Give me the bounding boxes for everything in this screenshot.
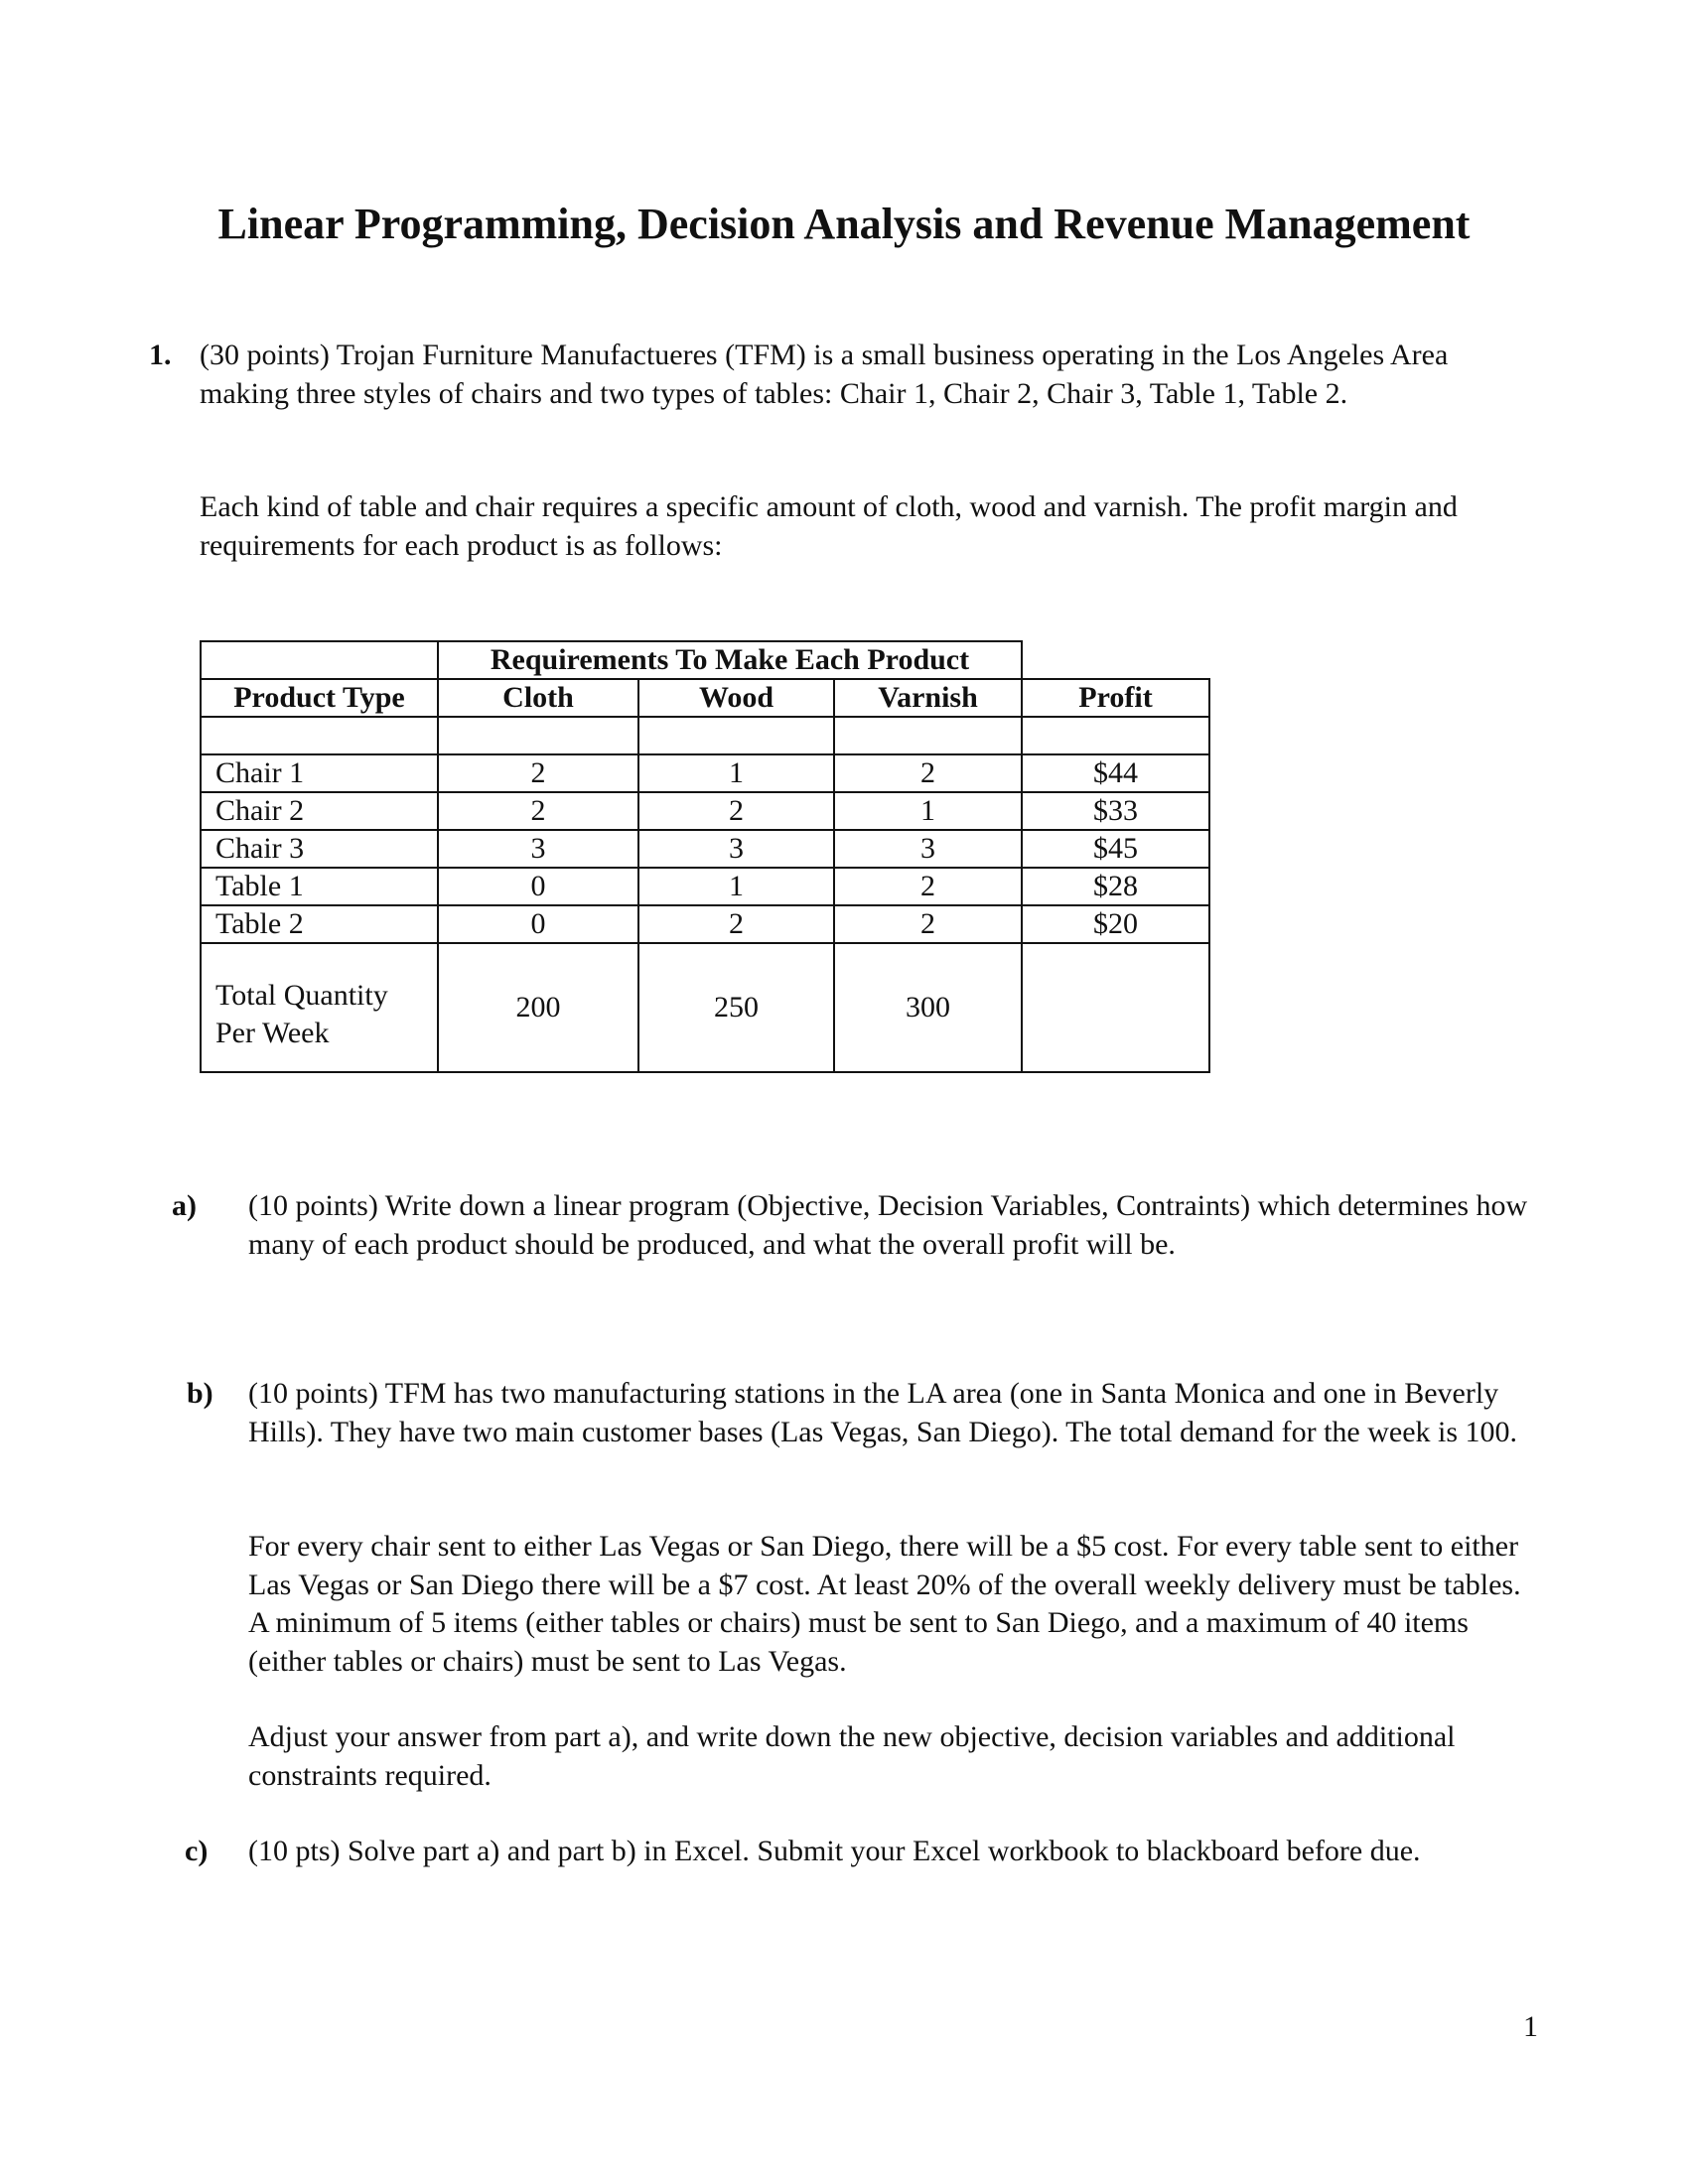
question-paragraph: Each kind of table and chair requires a specific amount of cloth, wood and varnish. The profit margin and requirements for each product is as follows:	[200, 490, 1458, 562]
header-product-type: Product Type	[201, 679, 438, 717]
profit-value: $20	[1022, 905, 1209, 943]
wood-value: 1	[638, 754, 834, 792]
varnish-value: 3	[834, 830, 1022, 868]
header-cloth: Cloth	[438, 679, 638, 717]
wood-value: 1	[638, 868, 834, 905]
empty-row	[201, 717, 1209, 754]
wood-value: 2	[638, 792, 834, 830]
cloth-value: 2	[438, 754, 638, 792]
product-name: Table 1	[201, 868, 438, 905]
group-header: Requirements To Make Each Product	[438, 641, 1022, 679]
table-row	[201, 754, 1209, 792]
total-label-line1: Total Quantity	[215, 979, 388, 1012]
varnish-value: 1	[834, 792, 1022, 830]
part-a-label: a)	[172, 1189, 197, 1222]
profit-value: $28	[1022, 868, 1209, 905]
header-profit: Profit	[1022, 679, 1209, 717]
table-row	[201, 792, 1209, 830]
document-title: Linear Programming, Decision Analysis and Revenue Management	[217, 200, 1471, 248]
table-row	[201, 830, 1209, 868]
profit-value: $33	[1022, 792, 1209, 830]
varnish-value: 2	[834, 868, 1022, 905]
header-varnish: Varnish	[834, 679, 1022, 717]
total-varnish: 300	[834, 943, 1022, 1072]
part-b-constraints: For every chair sent to either Las Vegas or San Diego, there will be a $5 cost. For every table sent to either Las Vegas or San Diego there will be a $7 cost. At least 20% of the overall weekly delivery must be tables. A minimum of 5 items (either tables or chairs) must be sent to San Diego, and a maximum of 40 items (either tables or chairs) must be sent to Las Vegas.	[248, 1530, 1521, 1678]
cloth-value: 0	[438, 905, 638, 943]
varnish-value: 2	[834, 905, 1022, 943]
table-row	[201, 905, 1209, 943]
wood-value: 3	[638, 830, 834, 868]
total-label-line2: Per Week	[215, 1017, 330, 1049]
part-b-label: b)	[187, 1377, 213, 1410]
totals-row	[201, 943, 1209, 1072]
product-name: Table 2	[201, 905, 438, 943]
varnish-value: 2	[834, 754, 1022, 792]
part-c-label: c)	[185, 1835, 209, 1867]
question-number: 1.	[149, 339, 172, 371]
table-row	[201, 868, 1209, 905]
question-intro: (30 points) Trojan Furniture Manufactueres (TFM) is a small business operating in the Los Angeles Area making three styles of chairs and two types of tables: Chair 1, Chair 2, Chair 3, Table 1, Table 2.	[200, 339, 1449, 410]
requirements-table	[200, 640, 1210, 1073]
part-c-text: (10 pts) Solve part a) and part b) in Excel. Submit your Excel workbook to blackboard before due.	[248, 1835, 1421, 1867]
header-wood: Wood	[638, 679, 834, 717]
total-wood: 250	[638, 943, 834, 1072]
total-cloth: 200	[438, 943, 638, 1072]
cloth-value: 0	[438, 868, 638, 905]
profit-value: $44	[1022, 754, 1209, 792]
wood-value: 2	[638, 905, 834, 943]
profit-value: $45	[1022, 830, 1209, 868]
product-name: Chair 1	[201, 754, 438, 792]
part-a-text: (10 points) Write down a linear program (Objective, Decision Variables, Contraints) which determines how many of each product should be produced, and what the overall profit will be.	[248, 1189, 1528, 1261]
product-name: Chair 3	[201, 830, 438, 868]
part-b-text: (10 points) TFM has two manufacturing stations in the LA area (one in Santa Monica and one in Beverly Hills). They have two main customer bases (Las Vegas, San Diego). The total demand for the week is 100.	[248, 1377, 1518, 1448]
part-b-instructions: Adjust your answer from part a), and write down the new objective, decision variables and additional constraints required.	[248, 1720, 1456, 1792]
cloth-value: 2	[438, 792, 638, 830]
product-name: Chair 2	[201, 792, 438, 830]
cloth-value: 3	[438, 830, 638, 868]
page-number: 1	[1523, 2010, 1538, 2043]
